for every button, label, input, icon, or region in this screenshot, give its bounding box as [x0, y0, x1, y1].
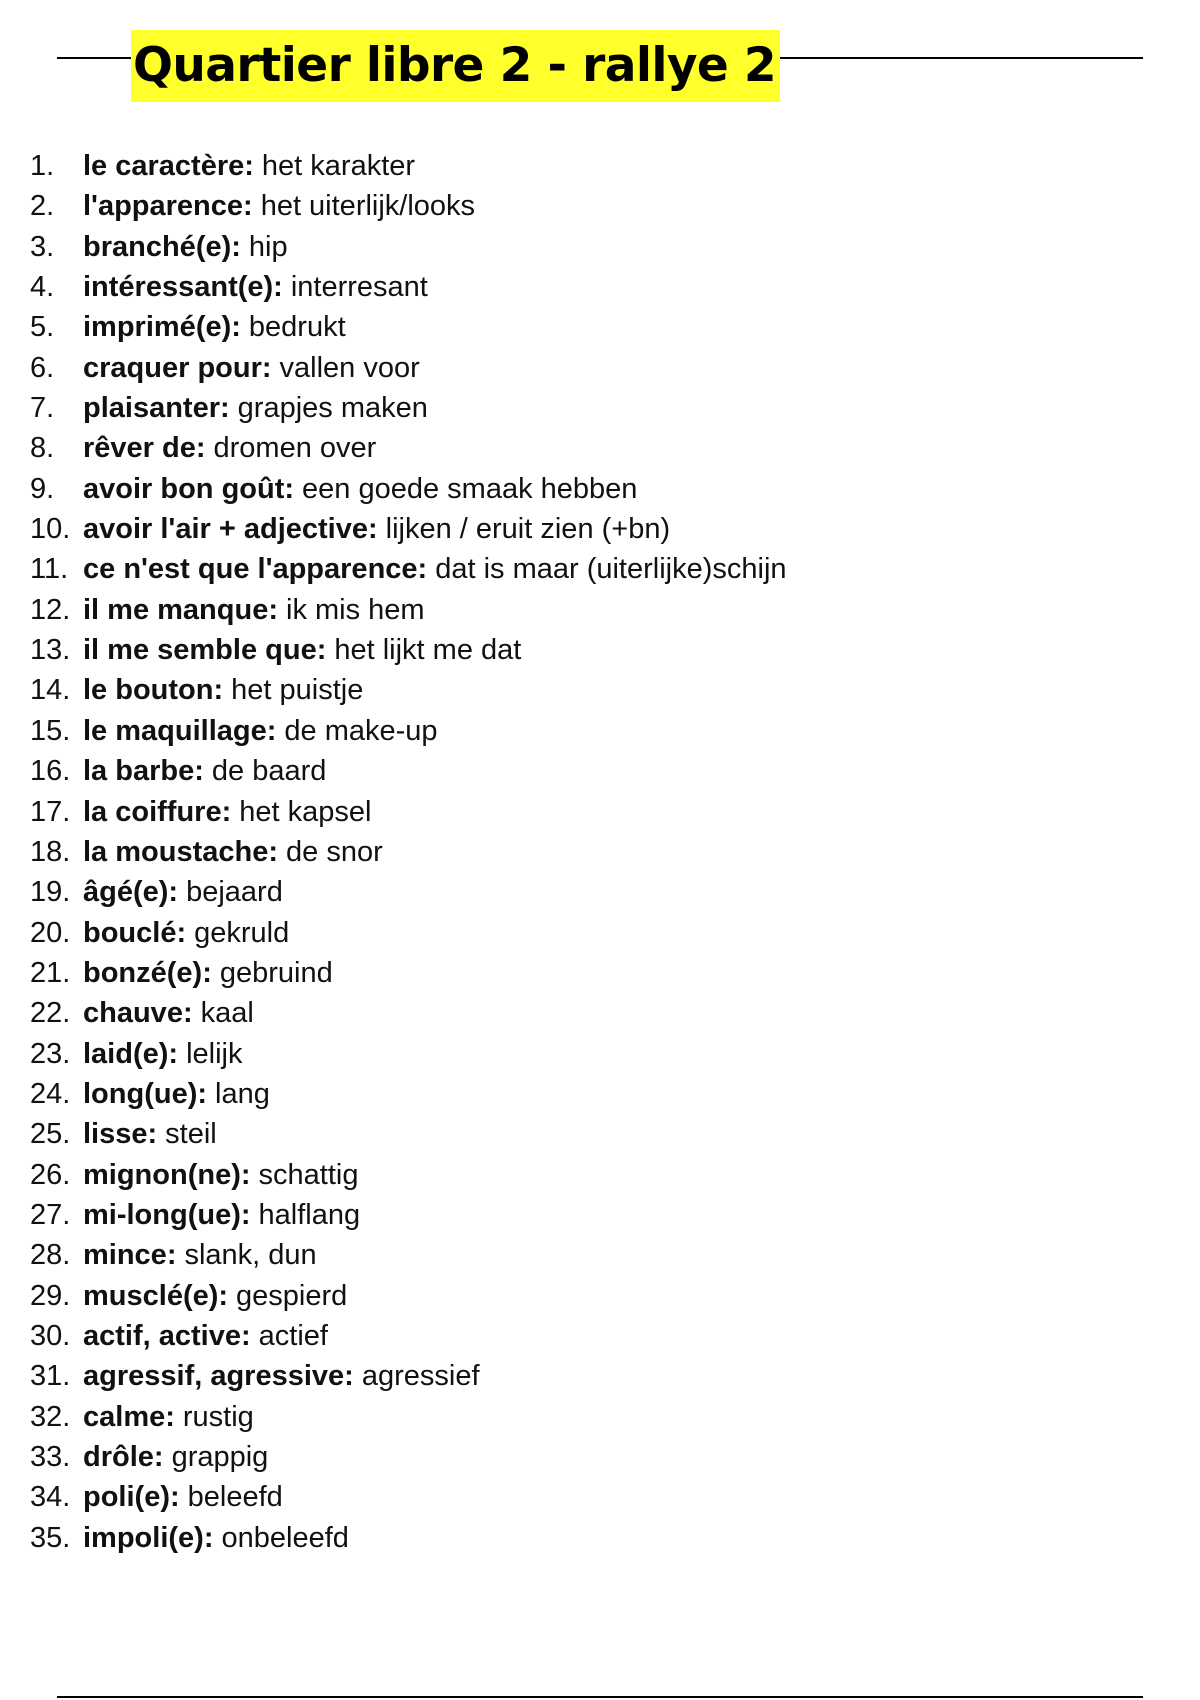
item-number: 24. — [30, 1077, 71, 1110]
list-item — [30, 428, 787, 468]
item-term: mignon(ne): — [83, 1158, 251, 1191]
item-translation: rustig — [182, 1400, 254, 1433]
item-number: 31. — [30, 1360, 71, 1393]
item-translation: onbeleefd — [221, 1521, 349, 1554]
item-term: agressif, agressive: — [83, 1360, 354, 1393]
item-number: 30. — [30, 1319, 71, 1352]
item-translation: lang — [215, 1077, 270, 1110]
item-translation: halflang — [258, 1198, 361, 1231]
item-number: 22. — [30, 997, 71, 1030]
item-number: 18. — [30, 835, 71, 868]
list-item — [30, 267, 787, 307]
item-number: 33. — [30, 1441, 71, 1473]
item-number: 19. — [30, 876, 71, 909]
page-title: Quartier libre 2 - rallye 2 — [131, 30, 780, 102]
item-translation: bejaard — [186, 876, 283, 909]
list-item — [30, 1477, 787, 1517]
item-number: 17. — [30, 795, 71, 828]
list-item — [30, 953, 787, 993]
item-term: impoli(e): — [83, 1521, 214, 1554]
item-term: actif, active: — [83, 1319, 251, 1352]
list-item — [30, 1235, 787, 1275]
item-translation: het puistje — [231, 674, 364, 707]
list-item — [30, 1074, 787, 1114]
item-translation: de baard — [211, 755, 327, 788]
item-term: imprimé(e): — [83, 311, 241, 344]
item-term: branché(e): — [83, 230, 241, 263]
item-term: le maquillage: — [83, 714, 277, 747]
item-number: 6. — [30, 351, 55, 384]
item-translation: bedrukt — [248, 311, 346, 344]
item-translation: steil — [165, 1118, 217, 1151]
item-number: 27. — [30, 1198, 71, 1231]
item-number: 11. — [30, 553, 69, 586]
item-term: mince: — [83, 1239, 177, 1272]
item-translation: gekruld — [194, 916, 290, 949]
list-item — [30, 630, 787, 670]
item-number: 28. — [30, 1239, 71, 1272]
list-item — [30, 388, 787, 428]
item-term: calme: — [83, 1400, 175, 1433]
item-term: plaisanter: — [83, 392, 230, 425]
item-number: 2. — [30, 190, 55, 223]
list-item — [30, 1518, 787, 1558]
list-item — [30, 792, 787, 832]
item-term: drôle: — [83, 1441, 164, 1473]
item-translation: kaal — [200, 997, 254, 1030]
list-item — [30, 1034, 787, 1074]
item-translation: interresant — [290, 271, 428, 304]
item-number: 13. — [30, 634, 71, 667]
item-translation: dat is maar (uiterlijke)schijn — [435, 553, 787, 586]
item-term: lisse: — [83, 1118, 158, 1151]
list-item — [30, 348, 787, 388]
item-term: l'apparence: — [83, 190, 253, 223]
item-term: long(ue): — [83, 1077, 208, 1110]
item-term: laid(e): — [83, 1037, 179, 1070]
item-number: 29. — [30, 1279, 71, 1312]
item-term: ce n'est que l'apparence: — [83, 553, 428, 586]
list-item — [30, 670, 787, 710]
list-item — [30, 872, 787, 912]
item-term: craquer pour: — [83, 351, 272, 384]
item-number: 16. — [30, 755, 71, 788]
item-term: rêver de: — [83, 432, 206, 465]
item-number: 8. — [30, 432, 55, 465]
list-item — [30, 307, 787, 347]
item-translation: het lijkt me dat — [334, 634, 522, 667]
item-number: 32. — [30, 1400, 71, 1433]
list-item — [30, 590, 787, 630]
item-translation: het karakter — [261, 150, 416, 182]
item-term: musclé(e): — [83, 1279, 229, 1312]
item-term: bouclé: — [83, 916, 187, 949]
item-translation: grapjes maken — [237, 392, 428, 425]
item-term: le caractère: — [83, 150, 254, 182]
list-item — [30, 1276, 787, 1316]
item-term: poli(e): — [83, 1481, 180, 1514]
item-translation: een goede smaak hebben — [302, 472, 638, 505]
item-number: 21. — [30, 956, 71, 989]
item-term: bonzé(e): — [83, 956, 212, 989]
list-item — [30, 186, 787, 226]
item-translation: ik mis hem — [286, 593, 425, 626]
item-number: 3. — [30, 230, 55, 263]
item-term: mi-long(ue): — [83, 1198, 251, 1231]
item-translation: slank, dun — [184, 1239, 317, 1272]
item-term: la moustache: — [83, 835, 278, 868]
item-translation: schattig — [258, 1158, 359, 1191]
item-term: avoir l'air + adjective: — [83, 513, 378, 546]
list-item — [30, 832, 787, 872]
item-translation: de make-up — [284, 714, 438, 747]
item-number: 20. — [30, 916, 71, 949]
list-item — [30, 1397, 787, 1437]
item-translation: grappig — [171, 1441, 269, 1473]
list-item — [30, 469, 787, 509]
list-item — [30, 1437, 787, 1477]
footer-rule — [57, 1696, 1143, 1698]
list-item — [30, 1316, 787, 1356]
item-term: le bouton: — [83, 674, 224, 707]
item-translation: beleefd — [187, 1481, 283, 1514]
item-number: 9. — [30, 472, 55, 505]
list-item — [30, 913, 787, 953]
list-item — [30, 1356, 787, 1396]
item-number: 14. — [30, 674, 71, 707]
item-term: la barbe: — [83, 755, 204, 788]
list-item — [30, 751, 787, 791]
list-item — [30, 1114, 787, 1154]
item-number: 12. — [30, 593, 71, 626]
item-number: 15. — [30, 714, 71, 747]
list-item — [30, 146, 787, 186]
item-term: âgé(e): — [83, 876, 179, 909]
item-translation: agressief — [361, 1360, 480, 1393]
item-term: il me semble que: — [83, 634, 327, 667]
item-number: 25. — [30, 1118, 71, 1151]
item-term: il me manque: — [83, 593, 278, 626]
vocabulary-list — [30, 146, 787, 1558]
list-item — [30, 1155, 787, 1195]
item-translation: actief — [258, 1319, 328, 1352]
item-term: chauve: — [83, 997, 193, 1030]
item-translation: gespierd — [236, 1279, 348, 1312]
item-translation: het kapsel — [239, 795, 372, 828]
item-number: 26. — [30, 1158, 71, 1191]
list-item — [30, 1195, 787, 1235]
list-item — [30, 509, 787, 549]
item-number: 34. — [30, 1481, 71, 1514]
item-number: 7. — [30, 392, 55, 425]
item-term: la coiffure: — [83, 795, 232, 828]
list-item — [30, 227, 787, 267]
item-number: 4. — [30, 271, 55, 304]
item-number: 10. — [30, 513, 71, 546]
item-number: 23. — [30, 1037, 71, 1070]
item-translation: lijken / eruit zien (+bn) — [385, 513, 671, 546]
item-translation: de snor — [286, 835, 383, 868]
item-number: 5. — [30, 311, 55, 344]
item-translation: hip — [248, 230, 288, 263]
item-translation: gebruind — [219, 956, 333, 989]
item-number: 1. — [30, 150, 55, 182]
item-translation: vallen voor — [279, 351, 420, 384]
item-number: 35. — [30, 1521, 71, 1554]
item-term: avoir bon goût: — [83, 472, 295, 505]
list-item — [30, 993, 787, 1033]
list-item — [30, 711, 787, 751]
item-translation: lelijk — [186, 1037, 243, 1070]
item-translation: het uiterlijk/looks — [260, 190, 476, 223]
item-translation: dromen over — [213, 432, 377, 465]
item-term: intéressant(e): — [83, 271, 283, 304]
list-item — [30, 549, 787, 589]
